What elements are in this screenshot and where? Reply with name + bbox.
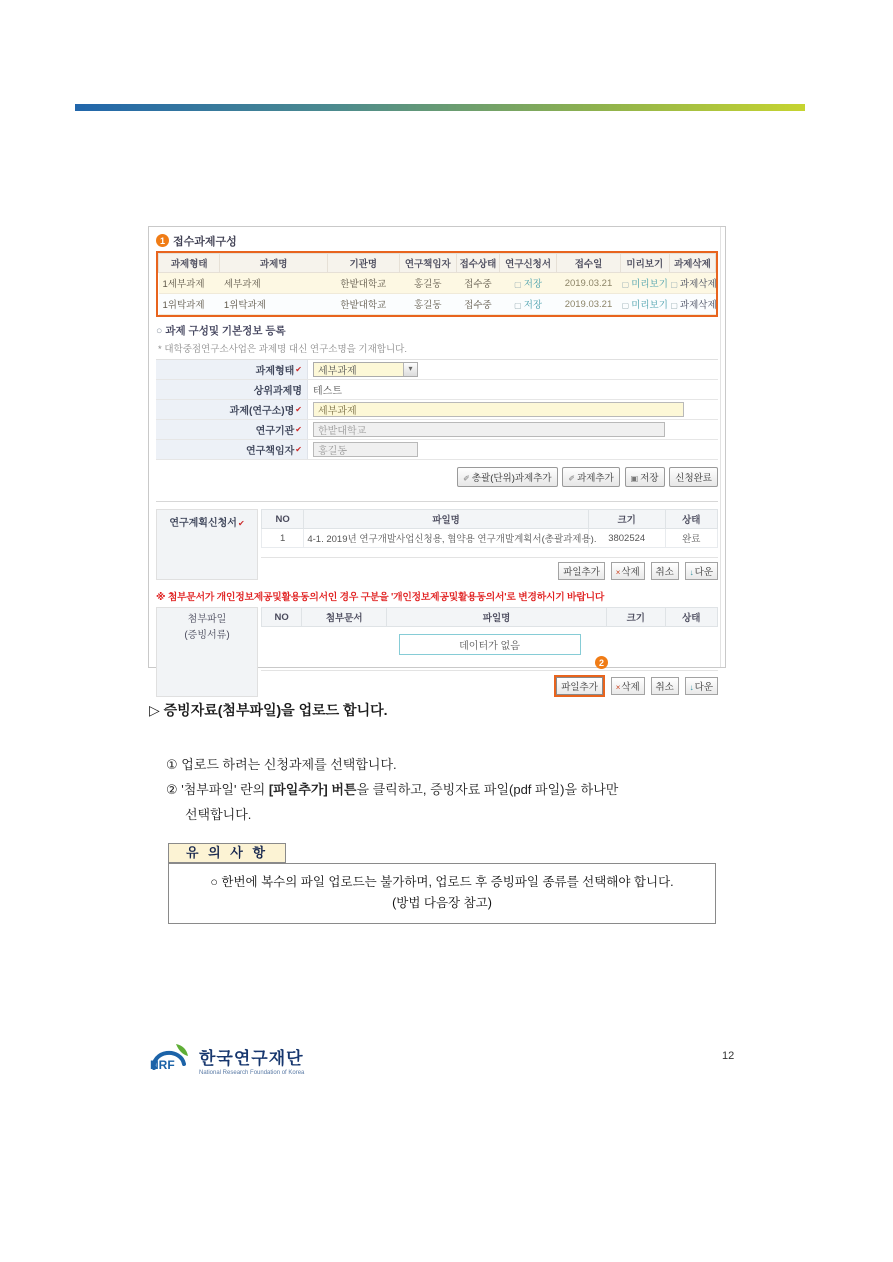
file-add-button[interactable]: 파일추가	[556, 677, 603, 695]
add-total-task-button[interactable]: ✐ 총괄(단위)과제추가	[457, 467, 557, 487]
task-table-highlight-box	[156, 251, 718, 317]
col-size: 크기	[607, 608, 666, 627]
task-name-input[interactable]	[313, 402, 684, 417]
cell-state: 완료	[665, 529, 717, 548]
step-2-marker: 2	[595, 656, 608, 669]
col-state: 상태	[665, 608, 718, 627]
form-section-title: ○ 과제 구성및 기본정보 등록	[156, 325, 286, 337]
section-bullet-icon: ○	[156, 325, 163, 337]
no-data-box: 데이터가 없음	[399, 634, 581, 655]
pi-input	[313, 442, 418, 457]
cell-task-type: 1세부과제	[159, 273, 220, 294]
delete-x-icon: ×	[615, 683, 621, 692]
preview-icon: ▢	[621, 280, 630, 289]
delete-task-link[interactable]: 과제삭제	[679, 279, 717, 290]
add-task-button[interactable]: ✐ 과제추가	[562, 467, 619, 487]
plan-table-header-row	[262, 510, 718, 529]
field-label: 과제(연구소)명 ✔	[156, 400, 308, 419]
form-row-parent-task	[156, 380, 718, 400]
notice-line-2: (방법 다음장 참고)	[392, 896, 492, 911]
screenshot-title: 접수과제구성	[173, 235, 237, 248]
task-row-1[interactable]	[159, 273, 716, 294]
svg-text:NRF: NRF	[150, 1058, 175, 1072]
col-filename: 파일명	[387, 608, 607, 627]
empty-data-area	[261, 627, 718, 661]
col-task-name: 과제명	[220, 254, 328, 273]
attach-file-section	[156, 607, 718, 697]
plan-file-table	[261, 509, 718, 548]
download-icon: ↓	[689, 568, 694, 577]
cell-size: 3802524	[588, 529, 665, 548]
preview-link[interactable]: 미리보기	[631, 300, 668, 311]
instruction-heading: ▷ 증빙자료(첨부파일)을 업로드 합니다.	[149, 702, 388, 718]
section-divider	[156, 501, 718, 502]
file-add-highlight-box	[554, 675, 605, 697]
file-delete-button[interactable]: ×삭제	[611, 677, 645, 695]
pencil-icon: ✐	[463, 474, 470, 483]
col-delete: 과제삭제	[669, 254, 715, 273]
required-icon: ✔	[295, 405, 302, 414]
form-row-task-name	[156, 400, 718, 420]
chevron-down-icon: ▾	[403, 363, 417, 376]
disk-icon: ▣	[630, 474, 639, 483]
cell-no: 1	[262, 529, 304, 548]
org-subtitle: National Research Foundation of Korea	[199, 1070, 305, 1076]
org-input	[313, 422, 665, 437]
col-no: NO	[262, 510, 304, 529]
step-1-marker: 1	[156, 234, 169, 247]
cell-pi: 홍길동	[399, 273, 456, 294]
screenshot-title-row	[156, 232, 718, 249]
task-type-select[interactable]	[313, 362, 418, 377]
plan-file-row[interactable]	[262, 529, 718, 548]
attach-table-header-row	[262, 608, 718, 627]
save-icon: ▢	[514, 301, 522, 310]
cell-org: 한밭대학교	[327, 273, 399, 294]
privacy-warning-text: ※ 첨부문서가 개인정보제공및활용동의서인 경우 구분을 '개인정보제공및활용동의서'로 변경하시기 바랍니다	[156, 592, 605, 603]
pencil-icon: ✐	[568, 474, 576, 483]
col-no: NO	[262, 608, 302, 627]
file-delete-button[interactable]: ×삭제	[611, 562, 645, 580]
header-divider-bar	[75, 104, 805, 111]
file-cancel-button[interactable]: 취소	[651, 562, 679, 580]
submission-task-table	[158, 253, 716, 315]
file-cancel-button[interactable]: 취소	[651, 677, 679, 695]
notice-line-1: ○ 한번에 복수의 파일 업로드는 불가하며, 업로드 후 증빙파일 종류를 선택해야 합니다.	[210, 875, 674, 889]
instruction-step-1: ① 업로드 하려는 신청과제를 선택합니다.	[166, 757, 397, 772]
instruction-step-2-cont: 선택합니다.	[185, 807, 252, 822]
save-button[interactable]: ▣ 저장	[625, 467, 665, 487]
file-add-button[interactable]: 파일추가	[558, 562, 605, 580]
required-icon: ✔	[295, 425, 302, 434]
required-icon: ✔	[237, 519, 245, 528]
submit-complete-button[interactable]: 신청완료	[669, 467, 718, 487]
delete-icon: ▢	[670, 280, 678, 289]
cell-task-name: 세부과제	[220, 273, 328, 294]
notice-title: 유 의 사 항	[168, 843, 286, 863]
app-screenshot	[148, 226, 726, 693]
instruction-steps	[166, 752, 732, 827]
org-name: 한국연구재단	[199, 1049, 304, 1068]
required-icon: ✔	[295, 365, 302, 374]
col-application: 연구신청서	[499, 254, 556, 273]
plan-file-label: 연구계획신청서✔	[156, 509, 258, 580]
cell-filename: 4-1. 2019년 연구개발사업신청용, 협약용 연구개발계획서(총괄과제용).	[304, 529, 588, 548]
col-filename: 파일명	[304, 510, 588, 529]
field-label: 상위과제명	[156, 380, 308, 399]
field-label: 연구책임자 ✔	[156, 440, 308, 459]
plan-file-buttons	[261, 557, 718, 580]
delete-task-link[interactable]: 과제삭제	[679, 300, 717, 311]
field-label: 과제형태 ✔	[156, 360, 308, 379]
cell-date: 2019.03.21	[557, 273, 620, 294]
file-download-button[interactable]: ↓다운	[685, 562, 718, 580]
page-number: 12	[722, 1050, 735, 1062]
task-row-2[interactable]	[159, 294, 716, 315]
save-link[interactable]: 저장	[523, 279, 543, 290]
col-state: 상태	[665, 510, 717, 529]
plan-file-section	[156, 509, 718, 580]
save-link[interactable]: 저장	[523, 300, 543, 311]
form-row-pi	[156, 440, 718, 460]
delete-x-icon: ×	[615, 568, 621, 577]
parent-task-value: 테스트	[313, 386, 342, 397]
attach-file-table	[261, 607, 718, 627]
form-row-org	[156, 420, 718, 440]
save-icon: ▢	[514, 280, 522, 289]
cell-date: 2019.03.21	[557, 294, 620, 315]
task-table-header-row	[159, 254, 716, 273]
form-row-task-type	[156, 360, 718, 380]
cell-task-name: 1위탁과제	[220, 294, 328, 315]
notice-box	[168, 843, 716, 924]
col-doc-type: 첨부문서	[302, 608, 387, 627]
delete-icon: ▢	[670, 301, 678, 310]
col-status: 접수상태	[456, 254, 499, 273]
col-date: 접수일	[557, 254, 620, 273]
instruction-step-2: ② '첨부파일' 란의 [파일추가] 버튼을 클릭하고, 증빙자료 파일(pdf 파일)을 하나만	[166, 782, 619, 797]
task-info-form	[156, 359, 718, 460]
cell-status: 접수중	[456, 294, 499, 315]
cell-status: 접수중	[456, 273, 499, 294]
file-download-button[interactable]: ↓다운	[685, 677, 718, 695]
preview-link[interactable]: 미리보기	[631, 279, 668, 290]
field-label: 연구기관 ✔	[156, 420, 308, 439]
nrf-logo-mark	[146, 1040, 194, 1080]
cell-task-type: 1위탁과제	[159, 294, 220, 315]
col-preview: 미리보기	[620, 254, 669, 273]
cell-org: 한밭대학교	[327, 294, 399, 315]
attach-file-label: 첨부파일 (증빙서류)	[156, 607, 258, 697]
cell-pi: 홍길동	[399, 294, 456, 315]
select-value: 세부과제	[318, 366, 357, 377]
org-text	[199, 1044, 304, 1076]
col-pi: 연구책임자	[399, 254, 456, 273]
col-task-type: 과제형태	[159, 254, 220, 273]
form-note: * 대학중점연구소사업은 과제명 대신 연구소명을 기재합니다.	[158, 344, 407, 355]
col-org-name: 기관명	[327, 254, 399, 273]
col-size: 크기	[588, 510, 665, 529]
required-icon: ✔	[295, 445, 302, 454]
scrollbar-line	[720, 227, 721, 667]
form-button-row	[156, 467, 718, 487]
preview-icon: ▢	[621, 301, 630, 310]
download-icon: ↓	[689, 683, 694, 692]
notice-body	[168, 863, 716, 924]
attach-file-buttons	[261, 657, 718, 697]
nrf-logo	[146, 1040, 304, 1080]
